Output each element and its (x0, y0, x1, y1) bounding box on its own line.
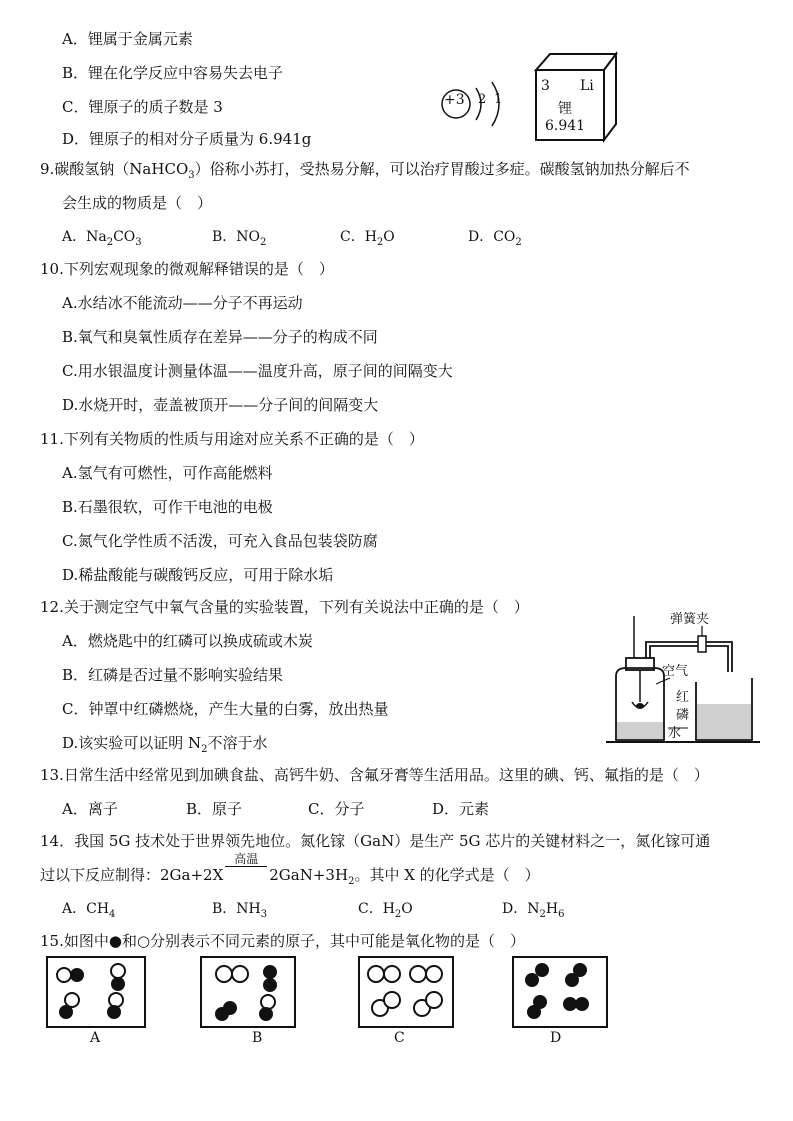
q8-option-b: B．锂在化学反应中容易失去电子 (62, 64, 284, 82)
element-atomic-number: 3 (541, 78, 550, 94)
element-mass: 6.941 (545, 118, 586, 134)
shell-2-electrons: 1 (494, 92, 503, 107)
q9-option-c: C．$H_2O$ (340, 229, 395, 248)
q8-option-a: A．锂属于金属元素 (62, 30, 193, 48)
q11-option-d: D.稀盐酸能与碳酸钙反应，可用于除水垢 (62, 566, 334, 584)
shell-1-electrons: 2 (478, 92, 487, 107)
q12-stem: 12.关于测定空气中氧气含量的实验装置，下列有关说法中正确的是（ ） (40, 598, 529, 616)
q14-option-a: A．$CH_4$ (62, 901, 116, 920)
q12-option-c: C．钟罩中红磷燃烧，产生大量的白雾，放出热量 (62, 700, 389, 718)
particle-box-label-a: A (90, 1030, 101, 1046)
reaction-arrow (225, 852, 267, 886)
q12-option-b: B．红磷是否过量不影响实验结果 (62, 666, 284, 684)
particle-box-b (200, 956, 296, 1028)
element-symbol: Li (580, 78, 594, 94)
apparatus-label-clamp: 弹簧夹 (670, 612, 710, 627)
q8-option-d: D．锂原子的相对分子质量为 6.941g (62, 130, 312, 148)
apparatus-label-water: 水 (668, 726, 682, 741)
particle-box-label-b: B (252, 1030, 263, 1046)
apparatus-label-phosphorus-2: 磷 (676, 708, 690, 723)
q13-option-c: C．分子 (308, 800, 365, 818)
q11-option-b: B.石墨很软，可作干电池的电极 (62, 498, 273, 516)
q13-option-b: B．原子 (186, 800, 243, 818)
q11-option-c: C.氮气化学性质不活泼，可充入食品包装袋防腐 (62, 532, 378, 550)
q13-option-a: A．离子 (62, 800, 118, 818)
q14-option-d: D．$N_2H_6$ (502, 901, 565, 920)
q14-stem-line1: 14．我国 5G 技术处于世界领先地位。氮化镓（GaN）是生产 5G 芯片的关键材料之一，氮化镓可通 (40, 832, 711, 850)
element-name: 锂 (558, 101, 572, 117)
q14-stem-line2: 过以下反应制得：2Ga+2X 高温 $2GaN+3H_2$。其中 X 的化学式是（ ） (40, 852, 540, 887)
particle-box-d (512, 956, 608, 1028)
q8-option-c: C．锂原子的质子数是 3 (62, 98, 223, 116)
q10-option-c: C.用水银温度计测量体温——温度升高，原子间的间隔变大 (62, 362, 453, 380)
q9-option-a: A．$Na_2CO_3$ (62, 229, 142, 248)
nucleus-charge: +3 (444, 92, 465, 108)
q11-stem: 11.下列有关物质的性质与用途对应关系不正确的是（ ） (40, 430, 424, 448)
q13-stem: 13.日常生活中经常见到加碘食盐、高钙牛奶、含氟牙膏等生活用品。这里的碘、钙、氟指的是（ ） (40, 766, 709, 784)
oxygen-experiment-apparatus (604, 612, 764, 748)
q10-option-a: A.水结冰不能流动——分子不再运动 (62, 294, 303, 312)
q9-stem: 9.碳酸氢钠（NaHCO$_3$）俗称小苏打，受热易分解，可以治疗胃酸过多症。碳酸氢钠加热分解后不 (40, 160, 690, 181)
q15-stem: 15.如图中●和○分别表示不同元素的原子，其中可能是氧化物的是（ ） (40, 932, 526, 950)
particle-box-c (358, 956, 454, 1028)
q14-option-b: B．$NH_3$ (212, 901, 268, 920)
particle-box-label-c: C (394, 1030, 405, 1046)
q12-option-d: D.该实验可以证明 $N_2$不溶于水 (62, 734, 268, 755)
q10-stem: 10.下列宏观现象的微观解释错误的是（ ） (40, 260, 334, 278)
q11-option-a: A.氢气有可燃性，可作高能燃料 (62, 464, 273, 482)
apparatus-label-air: 空气 (662, 664, 689, 679)
apparatus-label-phosphorus-1: 红 (676, 690, 690, 705)
particle-box-a (46, 956, 146, 1028)
q14-option-c: C．$H_2O$ (358, 901, 413, 920)
q12-option-a: A．燃烧匙中的红磷可以换成硫或木炭 (62, 632, 313, 650)
q10-option-b: B.氧气和臭氧性质存在差异——分子的构成不同 (62, 328, 378, 346)
q13-option-d: D．元素 (432, 800, 490, 818)
particle-box-label-d: D (550, 1030, 562, 1046)
q9-stem-line2: 会生成的物质是（ ） (62, 194, 213, 212)
q9-option-d: D．$CO_2$ (468, 229, 522, 248)
q9-option-b: B．$NO_2$ (212, 229, 267, 248)
q10-option-d: D.水烧开时，壶盖被顶开——分子间的间隔变大 (62, 396, 379, 414)
reaction-condition: 高温 (225, 852, 267, 867)
